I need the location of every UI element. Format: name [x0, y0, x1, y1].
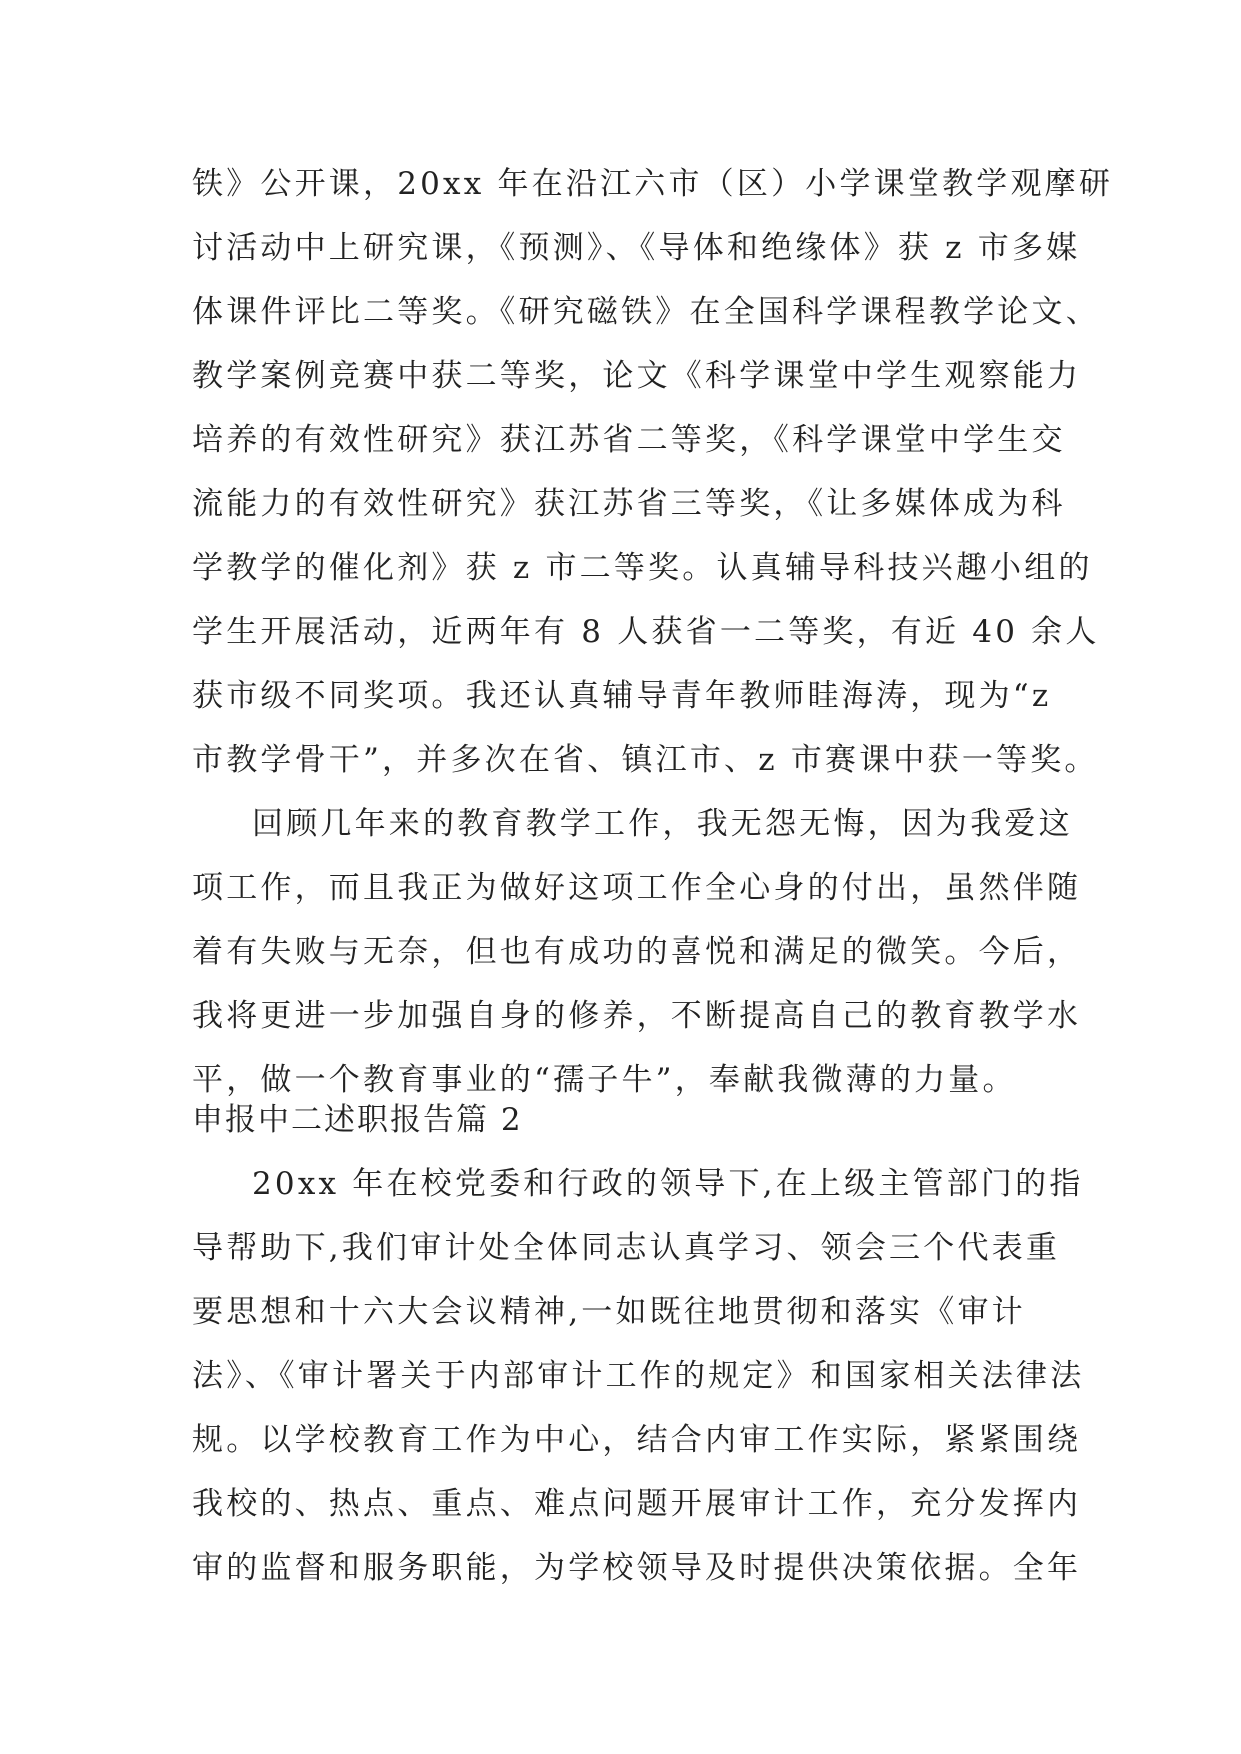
text-line: 学教学的催化剂》获 z 市二等奖。认真辅导科技兴趣小组的 — [192, 550, 1093, 586]
text-line: 学生开展活动，近两年有 8 人获省一二等奖，有近 40 余人 — [192, 614, 1100, 650]
section-heading: 申报中二述职报告篇 2 — [192, 1102, 523, 1138]
text-line: 20xx 年在校党委和行政的领导下,在上级主管部门的指 — [252, 1166, 1084, 1202]
text-line: 项工作，而且我正为做好这项工作全心身的付出，虽然伴随 — [192, 870, 1082, 906]
text-line: 我校的、热点、重点、难点问题开展审计工作，充分发挥内 — [192, 1486, 1082, 1522]
text-line: 铁》公开课，20xx 年在沿江六市（区）小学课堂教学观摩研 — [192, 166, 1114, 202]
text-line: 体课件评比二等奖。《研究磁铁》在全国科学课程教学论文、 — [192, 294, 1100, 330]
paragraph-awards — [192, 152, 1114, 792]
text-line: 导帮助下,我们审计处全体同志认真学习、领会三个代表重 — [192, 1230, 1061, 1266]
section-heading-block — [192, 1088, 1072, 1152]
text-line: 着有失败与无奈，但也有成功的喜悦和满足的微笑。今后， — [192, 934, 1082, 970]
paragraph-audit — [192, 1152, 1085, 1600]
text-line: 审的监督和服务职能，为学校领导及时提供决策依据。全年 — [192, 1550, 1082, 1586]
text-line: 市教学骨干”，并多次在省、镇江市、z 市赛课中获一等奖。 — [192, 742, 1099, 778]
text-line: 要思想和十六大会议精神,一如既往地贯彻和落实《审计 — [192, 1294, 1026, 1330]
text-line: 我将更进一步加强自身的修养，不断提高自己的教育教学水 — [192, 998, 1082, 1034]
text-line: 获市级不同奖项。我还认真辅导青年教师眭海涛，现为“z — [192, 678, 1052, 714]
text-line: 平，做一个教育事业的“孺子牛”，奉献我微薄的力量。 — [192, 1062, 1017, 1098]
paragraph-review — [192, 792, 1082, 1112]
text-line: 讨活动中上研究课，《预测》、《导体和绝缘体》获 z 市多媒 — [192, 230, 1081, 266]
text-line: 流能力的有效性研究》获江苏省三等奖，《让多媒体成为科 — [192, 486, 1066, 522]
text-line: 培养的有效性研究》获江苏省二等奖，《科学课堂中学生交 — [192, 422, 1066, 458]
text-line: 规。以学校教育工作为中心，结合内审工作实际，紧紧围绕 — [192, 1422, 1082, 1458]
text-line: 法》、《审计署关于内部审计工作的规定》和国家相关法律法 — [192, 1358, 1085, 1394]
text-line: 回顾几年来的教育教学工作，我无怨无悔，因为我爱这 — [252, 806, 1073, 842]
text-line: 教学案例竞赛中获二等奖，论文《科学课堂中学生观察能力 — [192, 358, 1082, 394]
